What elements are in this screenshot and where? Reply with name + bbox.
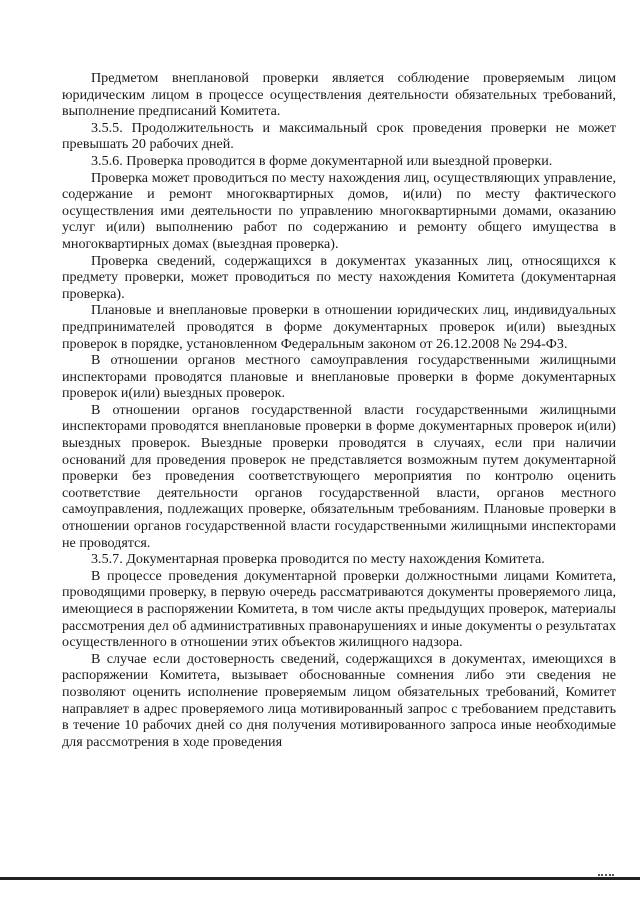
paragraph-3: 3.5.6. Проверка проводится в форме документарной или выездной проверки. xyxy=(91,152,553,169)
paragraph-4: Проверка может проводиться по месту нахождения лиц, осуществляющих управление, содержание и ремонт многоквартирных домов, и(или) по месту фактического осуществления ими деятельности по управлению многоквартирными домами, оказанию услуг и(или) выполнению работ по содержанию и ремонту общего имущества в многоквартирных домах (выездная проверка). xyxy=(62,169,616,252)
scan-bottom-border xyxy=(0,877,640,880)
paragraph-5: Проверка сведений, содержащихся в документах указанных лиц, относящихся к предмету проверки, может проводиться по месту нахождения Комитета (документарная проверка). xyxy=(62,252,616,302)
document-body xyxy=(62,70,616,750)
scan-edge-mark xyxy=(598,874,614,884)
paragraph-9: 3.5.7. Документарная проверка проводится по месту нахождения Комитета. xyxy=(91,551,545,568)
paragraph-2: 3.5.5. Продолжительность и максимальный срок проведения проверки не может превышать 20 рабочих дней. xyxy=(62,119,616,153)
paragraph-11: В случае если достоверность сведений, содержащихся в документах, имеющихся в распоряжении Комитета, вызывает обоснованные сомнения либо эти сведения не позволяют оценить исполнение проверяемым лицом обязательных требований, Комитет направляет в адрес проверяемого лица мотивированный запрос с требованием представить в течение 10 рабочих дней со дня получения мотивированного запроса иные необходимые для рассмотрения в ходе проведения xyxy=(62,650,616,750)
paragraph-6: Плановые и внеплановые проверки в отношении юридических лиц, индивидуальных предпринимателей проводятся в форме документарных проверок и(или) выездных проверок в порядке, установленном Федеральным законом от 26.12.2008 № 294-ФЗ. xyxy=(62,302,616,352)
paragraph-1: Предметом внеплановой проверки является соблюдение проверяемым лицом юридическим лицом в процессе осуществления деятельности обязательных требований, выполнение предписаний Комитета. xyxy=(62,70,616,120)
paragraph-7: В отношении органов местного самоуправления государственными жилищными инспекторами проводятся плановые и внеплановые проверки в форме документарных проверок и(или) выездных проверок. xyxy=(62,352,616,402)
paragraph-10: В процессе проведения документарной проверки должностными лицами Комитета, проводящими проверку, в первую очередь рассматриваются документы проверяемого лица, имеющиеся в распоряжении Комитета, в том числе акты предыдущих проверок, материалы рассмотрения дел об административных правонарушениях и иные документы о результатах осуществленного в отношении этих объектов жилищного надзора. xyxy=(62,567,616,651)
paragraph-8: В отношении органов государственной власти государственными жилищными инспекторами проводятся внеплановые проверки в форме документарных проверок и(или) выездных проверок. Выездные проверки проводятся в случаях, если при наличии оснований для проведения проверок не представляется возможным путем документарной проверки без проведения соответствующего мероприятия по контролю оценить соответствие деятельности органов государственной власти, органов местного самоуправления, подлежащих проверке, обязательным требованиям. Плановые проверки в отношении органов государственной власти государственными жилищными инспекторами не проводятся. xyxy=(62,401,616,551)
